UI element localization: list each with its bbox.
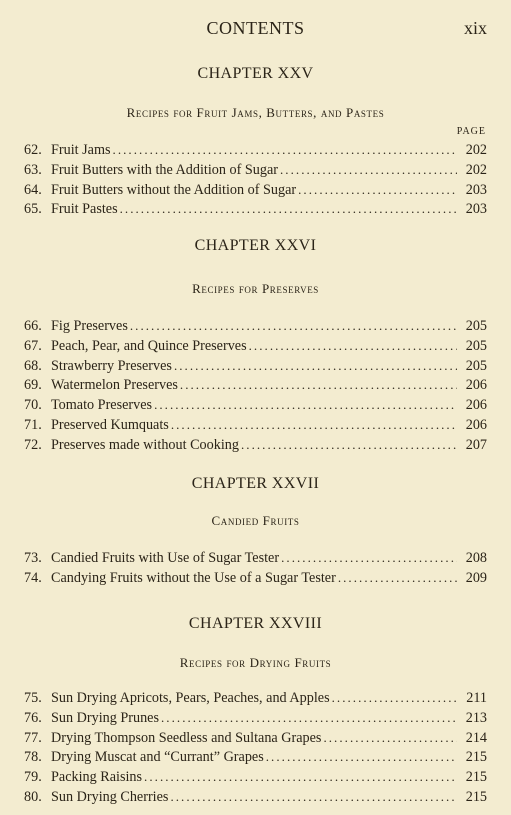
entry-number: 78. xyxy=(24,749,42,766)
entry-number: 71. xyxy=(24,416,42,433)
entry-title: Preserved Kumquats xyxy=(51,416,169,433)
entry-title: Drying Muscat and “Currant” Grapes xyxy=(51,749,264,766)
entry-page-number: 215 xyxy=(465,788,487,805)
entry-page-number: 205 xyxy=(465,318,487,334)
chapter-xxv-heading xyxy=(0,64,511,84)
toc-entry[interactable] xyxy=(24,415,487,435)
dot-leader xyxy=(266,747,457,767)
entry-number: 64. xyxy=(24,181,42,198)
entry-number: 73. xyxy=(24,550,42,566)
dot-leader xyxy=(130,316,457,336)
chapter-title: CHAPTER XXVIII xyxy=(188,615,323,632)
entry-title: Tomato Preserves xyxy=(51,397,153,414)
dot-leader xyxy=(241,435,457,455)
dot-leader xyxy=(174,356,457,376)
dot-leader xyxy=(298,180,457,200)
entry-number: 74. xyxy=(24,569,42,586)
entry-title: Watermelon Preserves xyxy=(51,377,178,394)
dot-leader xyxy=(338,568,457,588)
entry-title: Peach, Pear, and Quince Preserves xyxy=(51,337,247,354)
toc-entry[interactable] xyxy=(24,199,487,219)
chapter-xxviii-entries xyxy=(24,688,487,807)
entry-number: 75. xyxy=(24,690,42,706)
entry-title: Fruit Butters with the Addition of Sugar xyxy=(51,161,278,178)
dot-leader xyxy=(332,688,457,708)
dot-leader xyxy=(144,767,457,787)
running-head-title: CONTENTS xyxy=(206,18,305,38)
entry-title: Candying Fruits without the Use of a Sugar Tester xyxy=(51,569,336,586)
entry-number: 67. xyxy=(24,337,42,354)
chapter-xxvi-subheading xyxy=(0,280,511,298)
entry-page-number: 208 xyxy=(465,550,487,566)
dot-leader xyxy=(180,375,457,395)
entry-number: 77. xyxy=(24,729,42,746)
dot-leader xyxy=(120,199,457,219)
entry-title: Candied Fruits with Use of Sugar Tester xyxy=(51,550,280,566)
toc-entry[interactable] xyxy=(24,395,487,415)
toc-entry[interactable] xyxy=(24,356,487,376)
entry-page-number: 211 xyxy=(466,690,487,706)
entry-number: 69. xyxy=(24,377,42,394)
dot-leader xyxy=(113,140,457,160)
dot-leader xyxy=(249,336,457,356)
chapter-title: CHAPTER XXVII xyxy=(191,475,320,492)
entry-page-number: 213 xyxy=(465,709,487,726)
entry-number: 72. xyxy=(24,436,42,453)
toc-entry[interactable] xyxy=(24,568,487,588)
entry-title: Fruit Butters without the Addition of Sugar xyxy=(51,181,297,198)
chapter-xxv-subheading xyxy=(0,104,511,122)
entry-page-number: 206 xyxy=(465,416,487,433)
entry-number: 62. xyxy=(24,142,42,158)
page-folio: xix xyxy=(463,18,487,38)
toc-entry[interactable] xyxy=(24,180,487,200)
entry-number: 70. xyxy=(24,397,42,414)
dot-leader xyxy=(154,395,457,415)
dot-leader xyxy=(171,415,457,435)
entry-page-number: 202 xyxy=(465,142,487,158)
entry-title: Packing Raisins xyxy=(51,769,143,786)
entry-page-number: 203 xyxy=(465,201,487,218)
chapter-xxviii-subheading xyxy=(0,654,511,672)
entry-title: Sun Drying Cherries xyxy=(51,788,169,805)
toc-entry[interactable] xyxy=(24,787,487,807)
dot-leader xyxy=(161,708,457,728)
entry-page-number: 206 xyxy=(465,397,487,414)
entry-title: Sun Drying Prunes xyxy=(51,709,159,726)
chapter-xxviii-heading xyxy=(0,614,511,634)
entry-title: Fruit Jams xyxy=(51,142,111,158)
entry-page-number: 205 xyxy=(465,357,487,374)
chapter-title: CHAPTER XXV xyxy=(197,65,314,82)
toc-entry[interactable] xyxy=(24,747,487,767)
entry-number: 80. xyxy=(24,788,42,805)
toc-entry[interactable] xyxy=(24,435,487,455)
entry-title: Drying Thompson Seedless and Sultana Grapes xyxy=(51,729,322,746)
entry-page-number: 206 xyxy=(465,377,487,394)
toc-entry[interactable] xyxy=(24,160,487,180)
chapter-xxvii-entries xyxy=(24,548,487,588)
entry-title: Preserves made without Cooking xyxy=(51,436,239,453)
entry-page-number: 203 xyxy=(465,181,487,198)
entry-title: Strawberry Preserves xyxy=(51,357,172,374)
entry-page-number: 202 xyxy=(465,161,487,178)
chapter-xxvii-subheading xyxy=(0,512,511,530)
entry-title: Sun Drying Apricots, Pears, Peaches, and Apples xyxy=(51,690,330,706)
entry-page-number: 209 xyxy=(465,569,487,586)
chapter-title: CHAPTER XXVI xyxy=(194,237,317,254)
dot-leader xyxy=(170,787,457,807)
entry-number: 68. xyxy=(24,357,42,374)
toc-entry[interactable] xyxy=(24,708,487,728)
chapter-xxvii-heading xyxy=(0,474,511,494)
entry-number: 79. xyxy=(24,769,42,786)
chapter-xxvi-heading xyxy=(0,236,511,256)
toc-entry[interactable] xyxy=(24,336,487,356)
entry-page-number: 215 xyxy=(465,749,487,766)
chapter-subtitle: Recipes for Fruit Jams, Butters, and Pastes xyxy=(126,105,385,120)
toc-entry[interactable] xyxy=(24,548,487,568)
toc-entry[interactable] xyxy=(24,728,487,748)
entry-page-number: 215 xyxy=(465,769,487,786)
entry-number: 65. xyxy=(24,201,42,218)
dot-leader xyxy=(281,548,457,568)
entry-title: Fig Preserves xyxy=(51,318,128,334)
entry-number: 63. xyxy=(24,161,42,178)
toc-entry[interactable] xyxy=(24,767,487,787)
chapter-subtitle: Recipes for Drying Fruits xyxy=(179,655,332,670)
dot-leader xyxy=(323,728,457,748)
entry-page-number: 214 xyxy=(465,729,487,746)
chapter-xxvi-entries xyxy=(24,316,487,455)
entry-number: 66. xyxy=(24,318,42,334)
toc-entry[interactable] xyxy=(24,316,487,336)
entry-page-number: 207 xyxy=(465,436,487,453)
dot-leader xyxy=(280,160,457,180)
chapter-subtitle: Recipes for Preserves xyxy=(192,281,319,296)
entry-number: 76. xyxy=(24,709,42,726)
toc-entry[interactable] xyxy=(24,688,487,708)
chapter-subtitle: Candied Fruits xyxy=(211,513,300,528)
entry-title: Fruit Pastes xyxy=(51,201,118,218)
toc-entry[interactable] xyxy=(24,375,487,395)
entry-page-number: 205 xyxy=(465,337,487,354)
page-column-label: PAGE xyxy=(456,126,486,137)
running-head xyxy=(0,18,511,40)
toc-entry[interactable] xyxy=(24,140,487,160)
chapter-xxv-entries xyxy=(24,140,487,219)
